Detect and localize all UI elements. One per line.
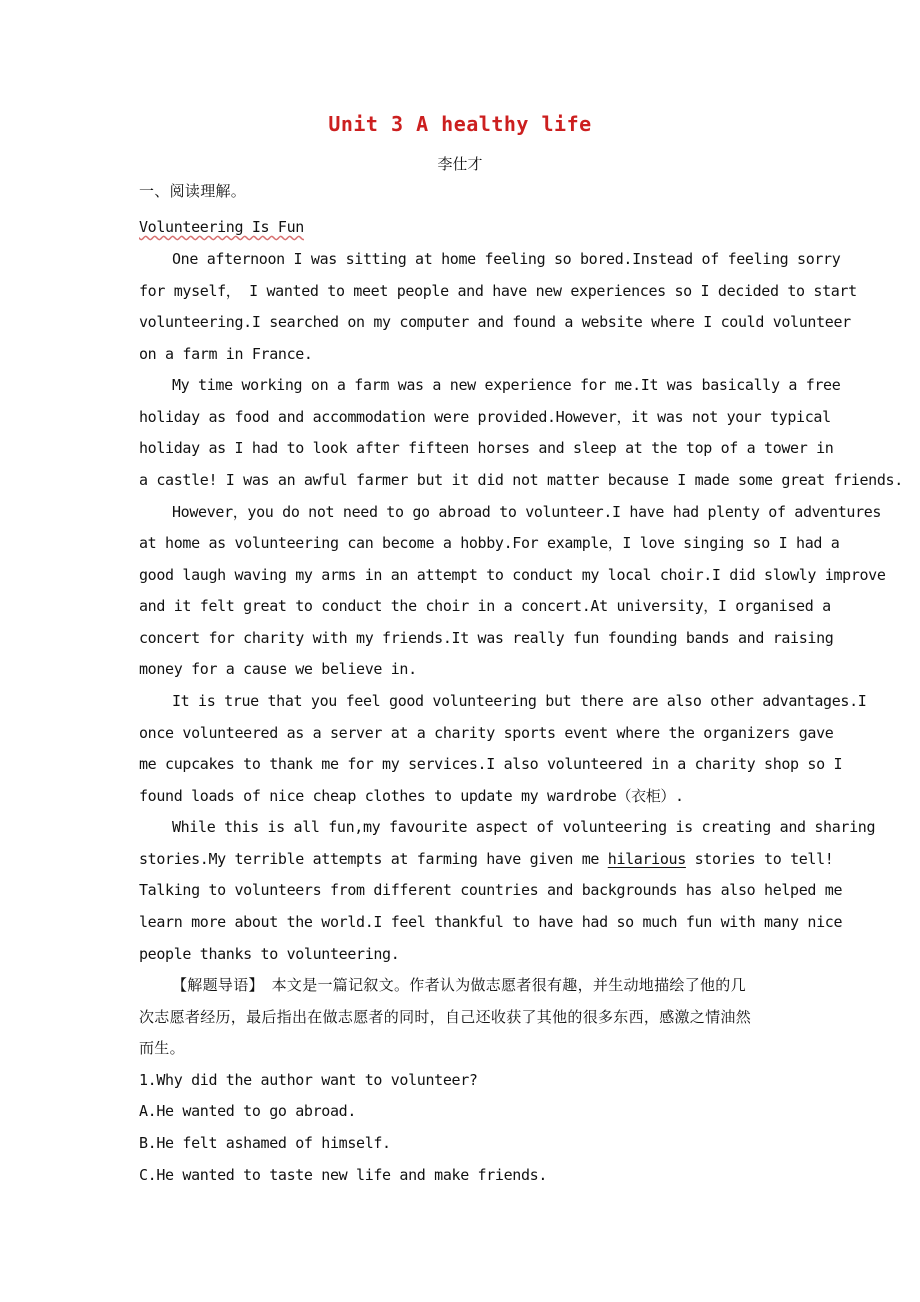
passage-line: money for a cause we believe in. (139, 660, 417, 678)
passage-line: on a farm in France. (139, 345, 313, 363)
option-c: C.He wanted to taste new life and make friends. (139, 1166, 547, 1184)
passage-line: me cupcakes to thank me for my services.I also volunteered in a charity shop so I (139, 755, 843, 773)
passage-line: It is true that you feel good volunteering but there are also other advantages.I (172, 692, 867, 710)
passage-line: concert for charity with my friends.It was really fun founding bands and raising (139, 629, 834, 647)
passage-line-part: stories to tell! (685, 850, 834, 868)
passage-line: However，you do not need to go abroad to volunteer.I have had plenty of adventures (172, 503, 882, 521)
passage-line: once volunteered as a server at a charity sports event where the organizers gave (139, 724, 834, 742)
passage-line: volunteering.I searched on my computer and found a website where I could volunteer (139, 313, 851, 331)
passage-line: My time working on a farm was a new experience for me.It was basically a free (172, 376, 841, 394)
passage-title-text: Volunteering Is Fun (139, 218, 304, 236)
page-title: Unit 3 A healthy life (328, 112, 592, 136)
passage-line: One afternoon I was sitting at home feeling so bored.Instead of feeling sorry (172, 250, 841, 268)
section-heading: 一、阅读理解。 (139, 182, 247, 200)
option-a: A.He wanted to go abroad. (139, 1102, 357, 1120)
passage-line: for myself， I wanted to meet people and have new experiences so I decided to start (139, 282, 857, 300)
passage-line: a castle! I was an awful farmer but it did not matter because I made some great friends. (139, 471, 903, 489)
passage-line (139, 847, 833, 871)
passage-line: learn more about the world.I feel thankful to have had so much fun with many nice (139, 913, 843, 931)
passage-line: holiday as food and accommodation were provided.However，it was not your typical (139, 408, 831, 426)
author-name: 李仕才 (437, 155, 483, 173)
guide-line: 而生。 (139, 1039, 185, 1057)
underlined-word-hilarious: hilarious (607, 850, 686, 868)
passage-title (139, 215, 304, 239)
passage-line: found loads of nice cheap clothes to update my wardrobe（衣柜）. (139, 787, 684, 805)
option-b: B.He felt ashamed of himself. (139, 1134, 391, 1152)
guide-line: 【解题导语】 本文是一篇记叙文。作者认为做志愿者很有趣，并生动地描绘了他的几 (172, 976, 746, 994)
guide-line: 次志愿者经历，最后指出在做志愿者的同时，自己还收获了其他的很多东西，感激之情油然 (139, 1008, 752, 1026)
question-stem: 1.Why did the author want to volunteer? (139, 1071, 478, 1089)
passage-line-part: stories.My terrible attempts at farming have given me (139, 850, 608, 868)
passage-line: and it felt great to conduct the choir in a concert.At university，I organised a (139, 597, 831, 615)
passage-line: at home as volunteering can become a hobby.For example，I love singing so I had a (139, 534, 840, 552)
passage-line: good laugh waving my arms in an attempt to conduct my local choir.I did slowly improve (139, 566, 886, 584)
passage-line: people thanks to volunteering. (139, 945, 400, 963)
passage-line: While this is all fun,my favourite aspect of volunteering is creating and sharing (172, 818, 876, 836)
passage-line: Talking to volunteers from different countries and backgrounds has also helped me (139, 881, 843, 899)
passage-line: holiday as I had to look after fifteen horses and sleep at the top of a tower in (139, 439, 834, 457)
